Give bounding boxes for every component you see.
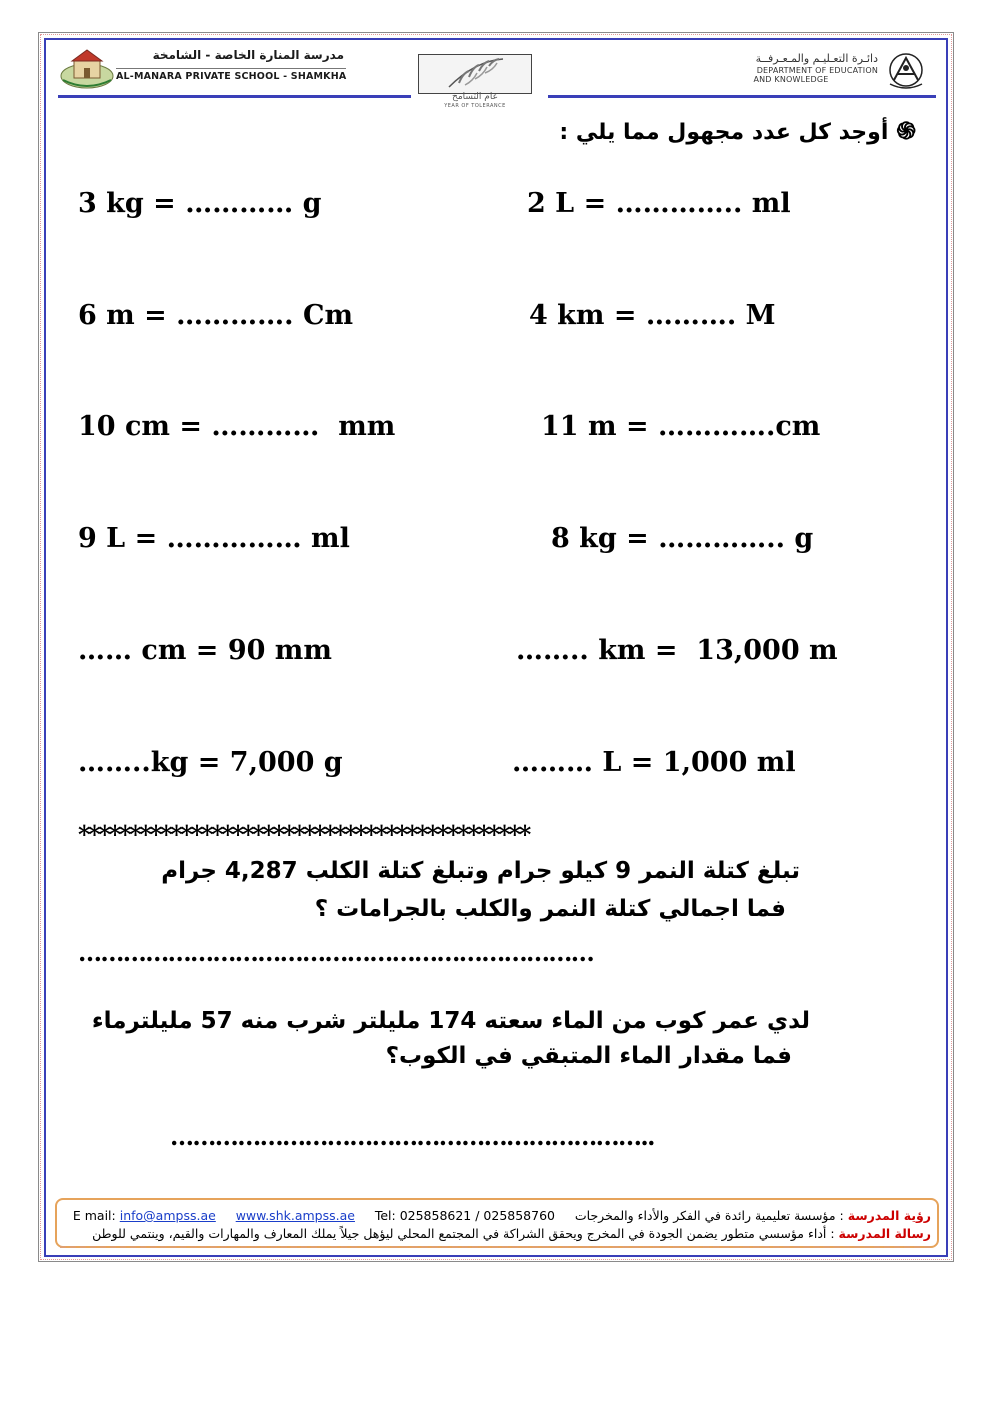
question-2-line-2: فما مقدار الماء المتبقي في الكوب؟ bbox=[385, 1043, 792, 1069]
department-header bbox=[548, 46, 936, 94]
school-logo-icon bbox=[58, 46, 116, 92]
footer-decoration bbox=[60, 1246, 930, 1254]
question-1-line-1: تبلغ كتلة النمر 9 كيلو جرام وتبلغ كتلة الكلب 4,287 جرام bbox=[161, 858, 800, 884]
exercise-6-right: ……… L = 1,000 ml bbox=[512, 747, 796, 778]
footer-website-link[interactable]: www.shk.ampss.ae bbox=[235, 1208, 355, 1223]
question-1-answer-line: …………………………………………………………… bbox=[78, 938, 594, 967]
header-rule-right bbox=[548, 95, 936, 98]
mission-text: : أداء مؤسسي متطور يضمن الجودة في المخرج ويحقق الشراكة في المجتمع المحلي ليؤهل جيلاً يملك المعارف والمهارات والقيم، وينتمي للوطن bbox=[92, 1226, 835, 1241]
department-name-english-line2: AND KNOWLEDGE bbox=[753, 75, 829, 84]
instruction-heading bbox=[440, 114, 916, 147]
question-2-answer-line: ……………………………………………………….. bbox=[170, 1122, 654, 1151]
footer-email-link[interactable]: info@ampss.ae bbox=[119, 1208, 216, 1223]
school-name-english: AL-MANARA PRIVATE SCHOOL - SHAMKHA bbox=[116, 68, 346, 82]
question-2-line-1: لدي عمر كوب من الماء سعته 174 مليلتر شرب منه 57 مليلترماء bbox=[91, 1008, 810, 1034]
exercise-2-left: 6 m = …………. Cm bbox=[78, 300, 354, 331]
abu-dhabi-emblem-icon bbox=[882, 50, 930, 90]
department-name-arabic: دائـرة التعـليـم والمـعـرفــة bbox=[755, 52, 878, 65]
school-header bbox=[58, 46, 411, 94]
footer-email-label: E mail: bbox=[72, 1208, 116, 1223]
question-1-line-2: فما اجمالي كتلة النمر والكلب بالجرامات ؟ bbox=[314, 896, 786, 922]
swirl-bullet-icon: ֍ bbox=[896, 117, 916, 145]
mission-label: رسالة المدرسة bbox=[838, 1226, 931, 1241]
exercise-3-left: 10 cm = ………… mm bbox=[78, 411, 396, 442]
vision-label: رؤية المدرسة bbox=[847, 1208, 931, 1223]
tolerance-arabic: عام التسامح bbox=[452, 92, 498, 102]
section-separator: ******************************************** bbox=[78, 820, 530, 849]
instruction-text: أوجد كل عدد مجهول مما يلي : bbox=[559, 120, 889, 145]
vision-text: : مؤسسة تعليمية رائدة في الفكر والأداء والمخرجات bbox=[574, 1208, 844, 1223]
exercise-4-left: 9 L = …………… ml bbox=[78, 523, 350, 554]
footer-telephone: Tel: 025858621 / 025858760 bbox=[374, 1208, 555, 1223]
exercise-2-right: 4 km = ………. M bbox=[529, 300, 776, 331]
footer-vision-line bbox=[73, 1208, 931, 1223]
header-rule-left bbox=[58, 95, 411, 98]
exercise-5-right: …….. km = 13,000 m bbox=[516, 635, 838, 666]
tolerance-emblem-icon bbox=[418, 54, 532, 94]
tolerance-english: YEAR OF TOLERANCE bbox=[444, 103, 506, 109]
exercise-5-left: …… cm = 90 mm bbox=[78, 635, 332, 666]
exercise-3-right: 11 m = ………….cm bbox=[541, 411, 821, 442]
school-footer bbox=[55, 1198, 939, 1248]
exercise-1-right: 2 L = ………….. ml bbox=[527, 188, 791, 219]
exercise-4-right: 8 kg = ………….. g bbox=[551, 523, 814, 554]
exercise-1-left: 3 kg = ………… g bbox=[78, 188, 322, 219]
footer-mission-line bbox=[92, 1226, 931, 1241]
footer-contacts bbox=[73, 1208, 555, 1223]
school-name-arabic: مدرسة المنارة الخاصة - الشامخة bbox=[152, 48, 344, 62]
exercise-6-left: ……..kg = 7,000 g bbox=[78, 747, 343, 778]
year-of-tolerance-logo bbox=[414, 54, 536, 108]
department-name-english-line1: DEPARTMENT OF EDUCATION bbox=[756, 66, 878, 75]
